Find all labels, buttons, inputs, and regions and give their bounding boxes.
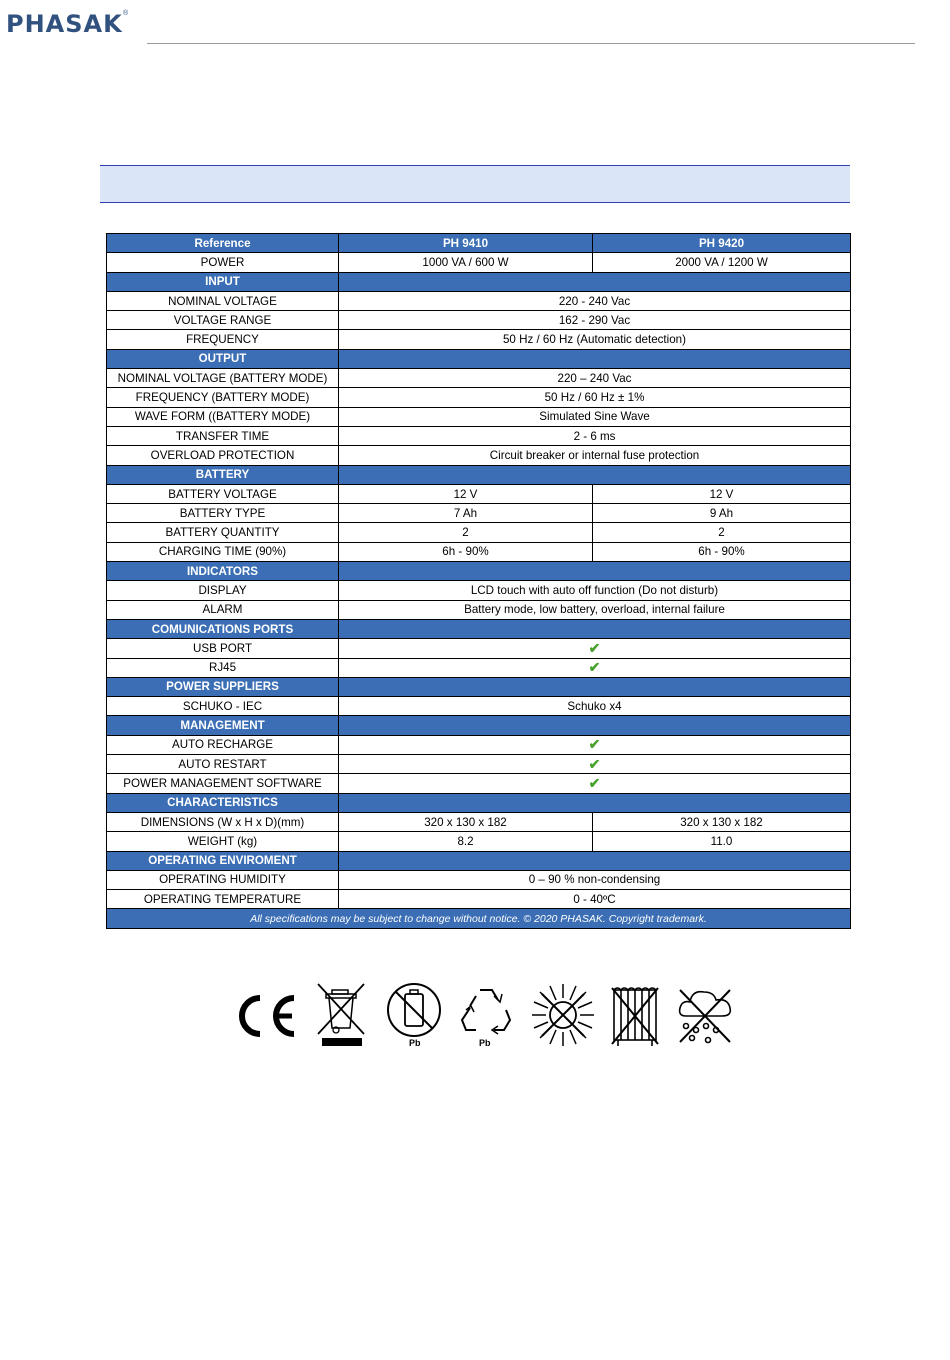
section-header-row <box>107 272 851 291</box>
spec-value-both <box>339 755 851 774</box>
section-title: POWER SUPPLIERS <box>107 677 339 696</box>
table-header-row <box>107 234 851 253</box>
spec-value-ph9410: 6h - 90% <box>339 542 593 561</box>
spec-label: RJ45 <box>107 658 339 677</box>
recycle-pb-label: Pb <box>479 1038 491 1048</box>
spec-row <box>107 812 851 831</box>
spec-value-both: 220 – 240 Vac <box>339 369 851 388</box>
spec-label: WAVE FORM ((BATTERY MODE) <box>107 407 339 426</box>
section-spacer <box>339 619 851 638</box>
spec-value-both: 0 – 90 % non-condensing <box>339 870 851 889</box>
spec-row <box>107 639 851 658</box>
spec-label: BATTERY TYPE <box>107 504 339 523</box>
spec-value-both <box>339 658 851 677</box>
checkmark-icon: ✔ <box>588 755 601 772</box>
battery-pb-label: Pb <box>409 1038 421 1048</box>
header-model-b: PH 9420 <box>593 234 851 253</box>
spec-label: OVERLOAD PROTECTION <box>107 446 339 465</box>
spec-row <box>107 446 851 465</box>
spec-value-ph9420: 12 V <box>593 484 851 503</box>
spec-row <box>107 870 851 889</box>
spec-row <box>107 504 851 523</box>
spec-label: BATTERY QUANTITY <box>107 523 339 542</box>
section-title: OPERATING ENVIROMENT <box>107 851 339 870</box>
spec-row <box>107 890 851 909</box>
no-sun-exposure-icon <box>530 982 596 1048</box>
spec-row <box>107 388 851 407</box>
spec-label: FREQUENCY <box>107 330 339 349</box>
spec-label: TRANSFER TIME <box>107 426 339 445</box>
spec-value-both <box>339 774 851 793</box>
spec-row <box>107 600 851 619</box>
spec-row <box>107 523 851 542</box>
spec-row <box>107 755 851 774</box>
spec-label: NOMINAL VOLTAGE (BATTERY MODE) <box>107 369 339 388</box>
no-rain-icon <box>676 986 734 1046</box>
registered-mark: ® <box>123 10 129 17</box>
spec-value-ph9420: 9 Ah <box>593 504 851 523</box>
no-heat-source-icon <box>610 984 660 1048</box>
section-spacer <box>339 562 851 581</box>
spec-row <box>107 581 851 600</box>
spec-row <box>107 774 851 793</box>
spec-row <box>107 832 851 851</box>
section-header-row <box>107 349 851 368</box>
spec-row <box>107 407 851 426</box>
section-spacer <box>339 793 851 812</box>
spec-label: AUTO RESTART <box>107 755 339 774</box>
spec-label: CHARGING TIME (90%) <box>107 542 339 561</box>
spec-value-ph9410: 2 <box>339 523 593 542</box>
spec-value-ph9410: 1000 VA / 600 W <box>339 253 593 272</box>
section-spacer <box>339 272 851 291</box>
spec-label: ALARM <box>107 600 339 619</box>
section-title: OUTPUT <box>107 349 339 368</box>
spec-label: NOMINAL VOLTAGE <box>107 291 339 310</box>
spec-label: OPERATING TEMPERATURE <box>107 890 339 909</box>
section-header-row <box>107 619 851 638</box>
section-spacer <box>339 851 851 870</box>
spec-label: DIMENSIONS (W x H x D)(mm) <box>107 812 339 831</box>
section-header-row <box>107 716 851 735</box>
section-spacer <box>339 677 851 696</box>
spec-value-ph9420: 11.0 <box>593 832 851 851</box>
section-spacer <box>339 465 851 484</box>
section-title: COMUNICATIONS PORTS <box>107 619 339 638</box>
spec-label: SCHUKO - IEC <box>107 697 339 716</box>
spec-row <box>107 291 851 310</box>
disclaimer-text: All specifications may be subject to change without notice. © 2020 PHASAK. Copyright trademark. <box>107 909 851 928</box>
spec-label: POWER <box>107 253 339 272</box>
spec-value-ph9420: 2 <box>593 523 851 542</box>
section-title: MANAGEMENT <box>107 716 339 735</box>
spec-label: AUTO RECHARGE <box>107 735 339 754</box>
spec-row <box>107 311 851 330</box>
section-header-row <box>107 851 851 870</box>
spec-value-ph9410: 12 V <box>339 484 593 503</box>
spec-row <box>107 542 851 561</box>
spec-value-both: Circuit breaker or internal fuse protection <box>339 446 851 465</box>
spec-row <box>107 253 851 272</box>
section-header-row <box>107 465 851 484</box>
spec-row <box>107 658 851 677</box>
spec-value-both: 220 - 240 Vac <box>339 291 851 310</box>
spec-value-ph9420: 320 x 130 x 182 <box>593 812 851 831</box>
spec-label: WEIGHT (kg) <box>107 832 339 851</box>
section-header-row <box>107 793 851 812</box>
spec-value-both: Simulated Sine Wave <box>339 407 851 426</box>
spec-value-ph9420: 2000 VA / 1200 W <box>593 253 851 272</box>
spec-value-ph9410: 7 Ah <box>339 504 593 523</box>
spec-value-ph9410: 320 x 130 x 182 <box>339 812 593 831</box>
spec-value-ph9410: 8.2 <box>339 832 593 851</box>
spec-value-both <box>339 735 851 754</box>
weee-crossed-bin-icon <box>316 982 368 1048</box>
checkmark-icon: ✔ <box>588 774 601 791</box>
certification-icons <box>232 980 732 1052</box>
section-title: INDICATORS <box>107 562 339 581</box>
spec-label: OPERATING HUMIDITY <box>107 870 339 889</box>
ce-mark-icon <box>234 992 298 1040</box>
spec-row <box>107 426 851 445</box>
phasak-logo <box>6 6 128 40</box>
specifications-body <box>107 234 851 929</box>
spec-value-both: Schuko x4 <box>339 697 851 716</box>
specifications-table <box>106 233 851 929</box>
logo-text: PHASAK <box>6 10 123 38</box>
checkmark-icon: ✔ <box>588 736 601 753</box>
spec-label: BATTERY VOLTAGE <box>107 484 339 503</box>
section-header-row <box>107 562 851 581</box>
spec-label: VOLTAGE RANGE <box>107 311 339 330</box>
spec-row <box>107 484 851 503</box>
header-divider <box>147 43 915 44</box>
checkmark-icon: ✔ <box>588 659 601 676</box>
section-header-row <box>107 677 851 696</box>
spec-value-both: 162 - 290 Vac <box>339 311 851 330</box>
section-title: INPUT <box>107 272 339 291</box>
spec-value-both: LCD touch with auto off function (Do not disturb) <box>339 581 851 600</box>
title-band <box>100 165 850 203</box>
spec-label: DISPLAY <box>107 581 339 600</box>
section-spacer <box>339 716 851 735</box>
spec-row <box>107 697 851 716</box>
header-reference: Reference <box>107 234 339 253</box>
spec-value-both: Battery mode, low battery, overload, internal failure <box>339 600 851 619</box>
section-spacer <box>339 349 851 368</box>
spec-value-both: 50 Hz / 60 Hz ± 1% <box>339 388 851 407</box>
header-model-a: PH 9410 <box>339 234 593 253</box>
spec-label: USB PORT <box>107 639 339 658</box>
spec-row <box>107 735 851 754</box>
spec-value-both: 2 - 6 ms <box>339 426 851 445</box>
spec-row <box>107 369 851 388</box>
section-title: BATTERY <box>107 465 339 484</box>
table-footer-row <box>107 909 851 928</box>
spec-value-ph9420: 6h - 90% <box>593 542 851 561</box>
spec-label: POWER MANAGEMENT SOFTWARE <box>107 774 339 793</box>
spec-value-both: 50 Hz / 60 Hz (Automatic detection) <box>339 330 851 349</box>
spec-row <box>107 330 851 349</box>
checkmark-icon: ✔ <box>588 639 601 656</box>
spec-value-both <box>339 639 851 658</box>
section-title: CHARACTERISTICS <box>107 793 339 812</box>
spec-value-both: 0 - 40ºC <box>339 890 851 909</box>
spec-label: FREQUENCY (BATTERY MODE) <box>107 388 339 407</box>
